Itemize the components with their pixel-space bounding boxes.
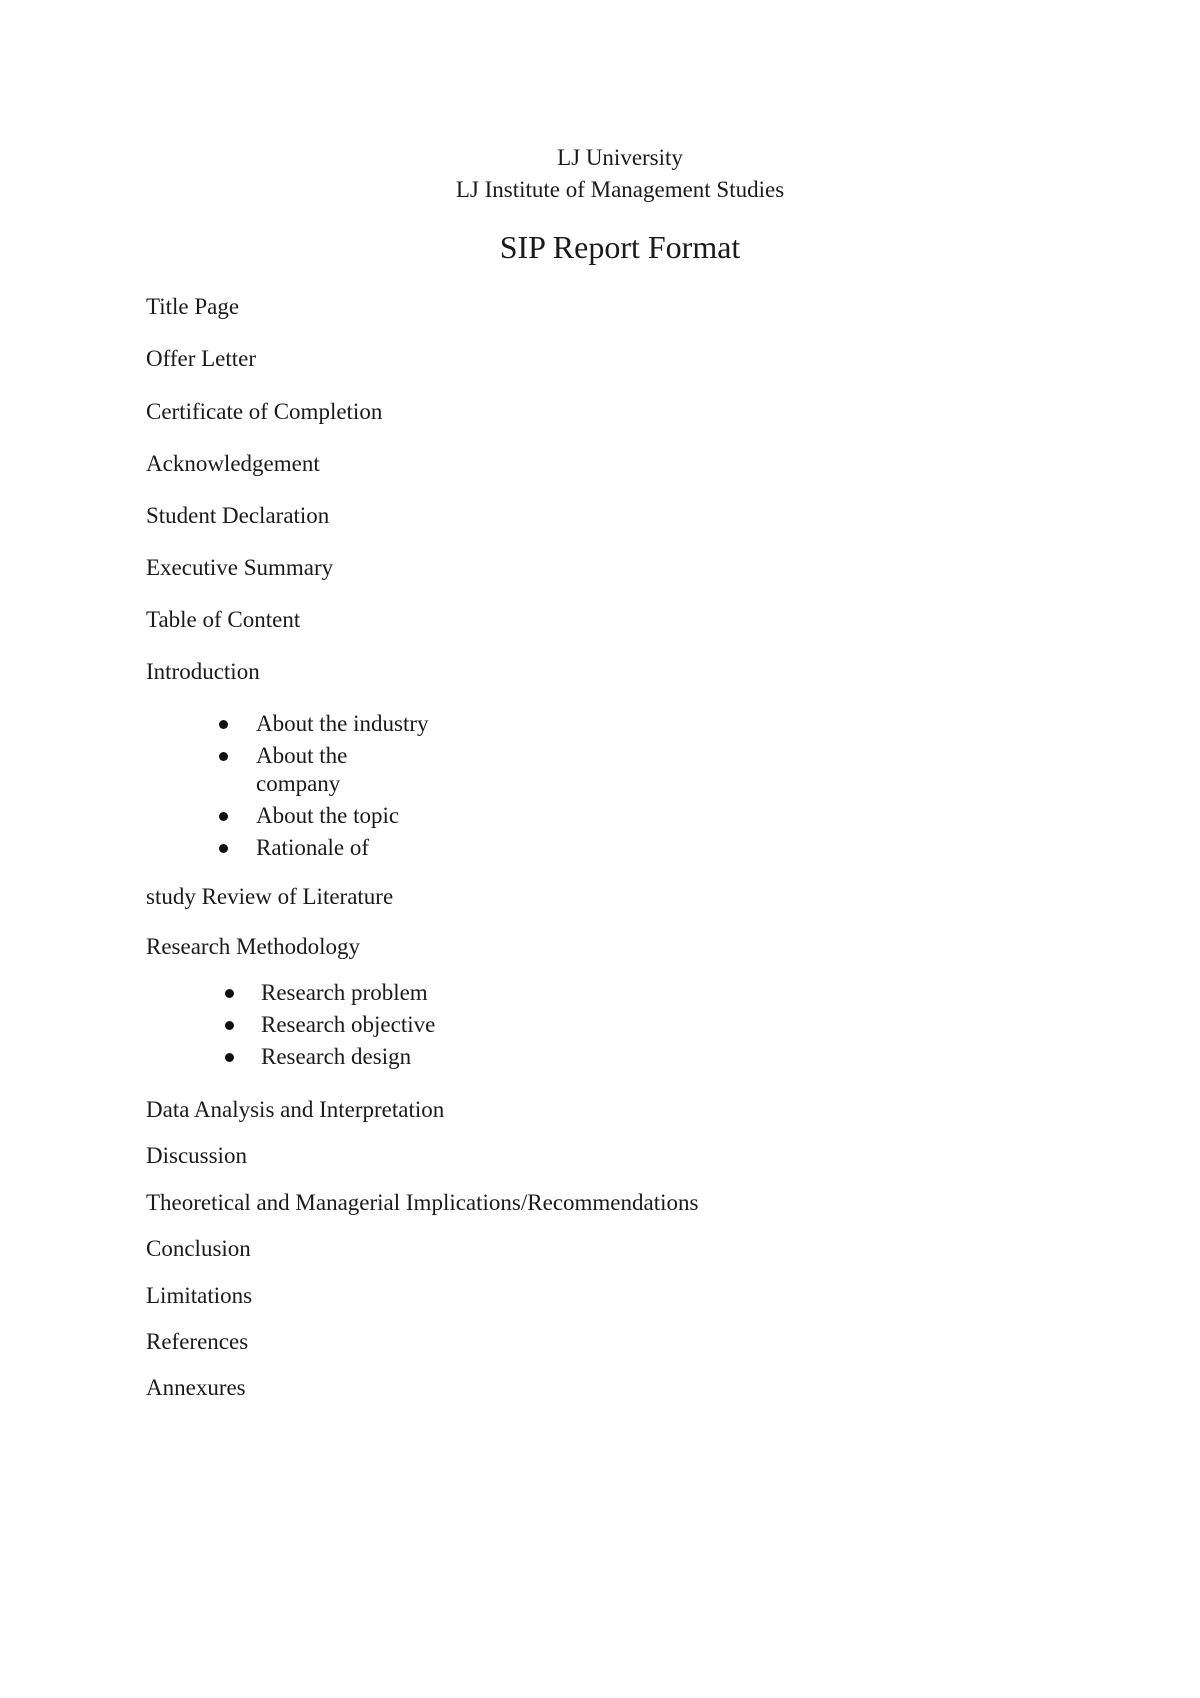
section-offer-letter: Offer Letter — [146, 346, 257, 371]
bullet-dot — [225, 989, 234, 998]
section-declaration: Student Declaration — [146, 503, 330, 528]
method-item-objective: Research objective — [261, 1012, 436, 1037]
section-study-review: study Review of Literature — [146, 884, 394, 909]
section-discussion: Discussion — [146, 1143, 247, 1168]
section-certificate: Certificate of Completion — [146, 399, 383, 424]
section-introduction: Introduction — [146, 659, 260, 684]
intro-item-topic: About the topic — [256, 803, 400, 828]
bullet-dot — [225, 1053, 234, 1062]
bullet-dot — [219, 844, 228, 853]
intro-item-company: About the company — [256, 743, 348, 796]
section-references: References — [146, 1329, 249, 1354]
bullet-dot — [219, 752, 228, 761]
section-table-of-content: Table of Content — [146, 607, 301, 632]
section-annexures: Annexures — [146, 1375, 246, 1400]
university-name: LJ University — [557, 145, 683, 170]
section-conclusion: Conclusion — [146, 1236, 251, 1261]
section-data-analysis: Data Analysis and Interpretation — [146, 1097, 445, 1122]
section-implications: Theoretical and Managerial Implications/Recommendations — [146, 1190, 699, 1215]
bullet-dot — [225, 1021, 234, 1030]
method-item-design: Research design — [261, 1044, 412, 1069]
section-title-page: Title Page — [146, 294, 240, 319]
intro-item-rationale: Rationale of — [256, 835, 370, 860]
page-title: SIP Report Format — [499, 229, 741, 265]
intro-item-industry: About the industry — [256, 711, 429, 736]
bullet-dot — [219, 720, 228, 729]
method-item-problem: Research problem — [261, 980, 428, 1005]
section-acknowledgement: Acknowledgement — [146, 451, 320, 476]
bullet-dot — [219, 812, 228, 821]
institute-name: LJ Institute of Management Studies — [455, 177, 785, 202]
section-limitations: Limitations — [146, 1283, 253, 1308]
section-research-methodology: Research Methodology — [146, 934, 360, 959]
section-executive-summary: Executive Summary — [146, 555, 334, 580]
